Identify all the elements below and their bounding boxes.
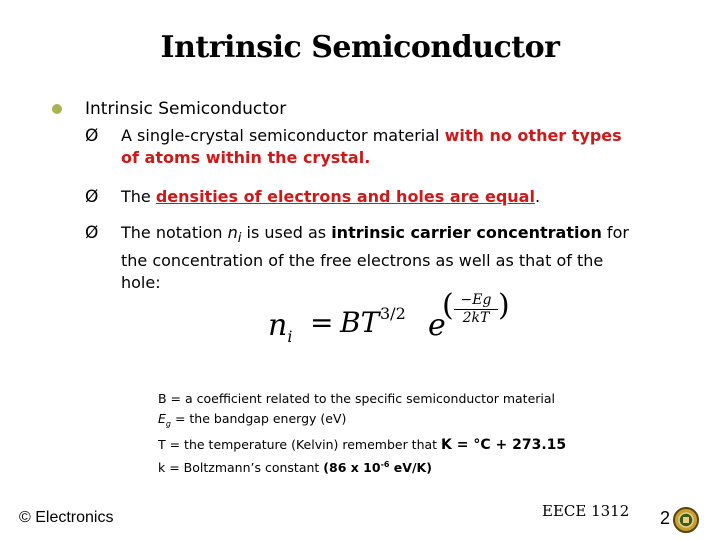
definitions-block — [158, 389, 566, 478]
sub1-text: A single-crystal semiconductor material — [121, 126, 445, 145]
sub1-red-text: with no other types of atoms within the crystal. — [121, 126, 622, 167]
sub2-text-before: The — [121, 187, 156, 206]
footer-copyright: © Electronics — [19, 509, 114, 526]
formula-fraction — [454, 292, 498, 326]
bullet-dot-icon — [52, 104, 62, 114]
sub2-text-after: . — [534, 187, 541, 206]
sub2-red-text: densities of electrons and holes are equal — [155, 187, 535, 206]
formula-equals: = — [310, 306, 334, 339]
footer-course-code: EECE 1312 — [542, 502, 630, 520]
def-line-4: k = Boltzmann’s constant (86 x $10^{-6}$ eV/K) — [158, 459, 432, 475]
sub3-text-1: The notation — [121, 223, 228, 242]
def-line-3: T = the temperature (Kelvin) remember that K = °C + 273.15 — [158, 436, 567, 453]
arrow-bullet-icon: Ø — [85, 126, 99, 146]
sub3-text-3: for the concentration of the free electrons as well as that of the hole: — [121, 223, 629, 293]
formula-lhs-sub: i — [287, 327, 293, 346]
formula-lhs: n — [268, 308, 288, 343]
formula-e: e — [428, 308, 446, 343]
arrow-bullet-icon: Ø — [85, 187, 99, 207]
sub3-var-sub: i — [237, 231, 242, 247]
formula-power: 3/2 — [380, 304, 406, 323]
arrow-bullet-icon: Ø — [85, 223, 99, 243]
sub3-bold: intrinsic carrier concentration — [331, 223, 602, 242]
sub3-text-2: is used as — [241, 223, 332, 242]
slide-title: Intrinsic Semiconductor — [160, 30, 560, 65]
page-number: 2 — [660, 508, 671, 528]
formula-bt: BT — [340, 306, 380, 339]
def-line-1: B = a coefficient related to the specific semiconductor material — [158, 391, 556, 406]
sub3-var: n — [227, 223, 238, 242]
bullet-heading: Intrinsic Semiconductor — [85, 99, 287, 119]
university-logo-icon — [672, 506, 700, 534]
def-line-2: $E_g$ = the bandgap energy (eV) — [158, 411, 347, 429]
formula-numerator: −Eg — [454, 292, 498, 310]
formula-denominator: 2kT — [462, 310, 490, 326]
formula-close-paren: ) — [498, 288, 510, 323]
formula-open-paren: ( — [442, 288, 454, 323]
intrinsic-carrier-formula — [268, 290, 518, 350]
